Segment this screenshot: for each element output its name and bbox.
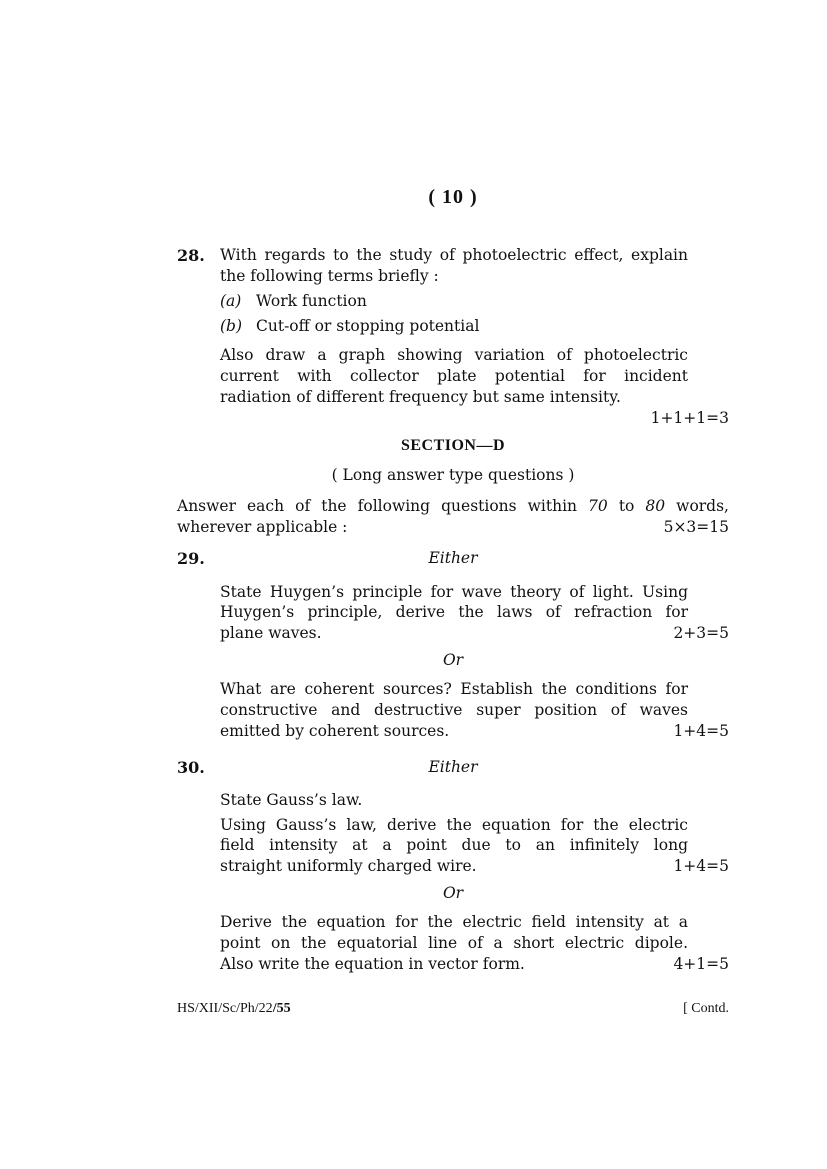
q29-or-line-1: What are coherent sources? Establish the conditions for bbox=[220, 680, 688, 698]
q28-b-text: Cut-off or stopping potential bbox=[256, 317, 480, 335]
q30-either: Either bbox=[428, 758, 478, 776]
q28-also-3: radiation of different frequency but same intensity. bbox=[220, 388, 621, 406]
section-instruction-1: Answer each of the following questions within 70 to 80 words, bbox=[177, 497, 729, 515]
question-29-number: 29. bbox=[177, 549, 205, 568]
q30-or-line-2: point on the equatorial line of a short electric dipole. bbox=[220, 934, 688, 952]
q28-a-label: (a) bbox=[220, 292, 242, 310]
q29-or-line-2: constructive and destructive super position of waves bbox=[220, 701, 688, 719]
q28-also-2: current with collector plate potential for incident bbox=[220, 367, 688, 385]
q29-or: Or bbox=[442, 651, 464, 669]
section-instruction-2: wherever applicable : bbox=[177, 518, 348, 536]
question-30-number: 30. bbox=[177, 758, 205, 777]
q29-or-line-3: emitted by coherent sources. bbox=[220, 722, 450, 740]
q28-line-2: the following terms briefly : bbox=[220, 267, 439, 285]
section-title: SECTION—D bbox=[400, 437, 506, 454]
section-marks: 5×3=15 bbox=[663, 518, 729, 536]
q28-line-1: With regards to the study of photoelectric effect, explain bbox=[220, 246, 688, 264]
q28-b-label: (b) bbox=[220, 317, 243, 335]
q30-or: Or bbox=[442, 884, 464, 902]
question-28-number: 28. bbox=[177, 246, 205, 265]
q29-either-line-1: State Huygen’s principle for wave theory of light. Using bbox=[220, 583, 688, 601]
section-subtitle: ( Long answer type questions ) bbox=[331, 466, 575, 484]
q30-or-marks: 4+1=5 bbox=[673, 955, 729, 973]
q30-either-line-0: State Gauss’s law. bbox=[220, 791, 363, 809]
q30-or-line-3: Also write the equation in vector form. bbox=[220, 955, 525, 973]
paper-code: HS/XII/Sc/Ph/22/55 bbox=[177, 1001, 291, 1016]
q30-either-marks: 1+4=5 bbox=[673, 857, 729, 875]
q29-either-line-3: plane waves. bbox=[220, 624, 322, 642]
q29-either-marks: 2+3=5 bbox=[673, 624, 729, 642]
continued-label: [ Contd. bbox=[683, 1001, 729, 1016]
q30-or-line-1: Derive the equation for the electric field intensity at a bbox=[220, 913, 688, 931]
q29-either: Either bbox=[428, 549, 478, 567]
q28-a-text: Work function bbox=[256, 292, 367, 310]
q30-either-line-2: field intensity at a point due to an infinitely long bbox=[220, 836, 688, 854]
q28-also-1: Also draw a graph showing variation of photoelectric bbox=[220, 346, 688, 364]
page-number: ( 10 ) bbox=[428, 186, 478, 208]
q28-marks: 1+1+1=3 bbox=[650, 409, 729, 427]
q29-or-marks: 1+4=5 bbox=[673, 722, 729, 740]
q30-either-line-3: straight uniformly charged wire. bbox=[220, 857, 477, 875]
q30-either-line-1: Using Gauss’s law, derive the equation for the electric bbox=[220, 816, 688, 834]
q29-either-line-2: Huygen’s principle, derive the laws of refraction for bbox=[220, 603, 688, 621]
